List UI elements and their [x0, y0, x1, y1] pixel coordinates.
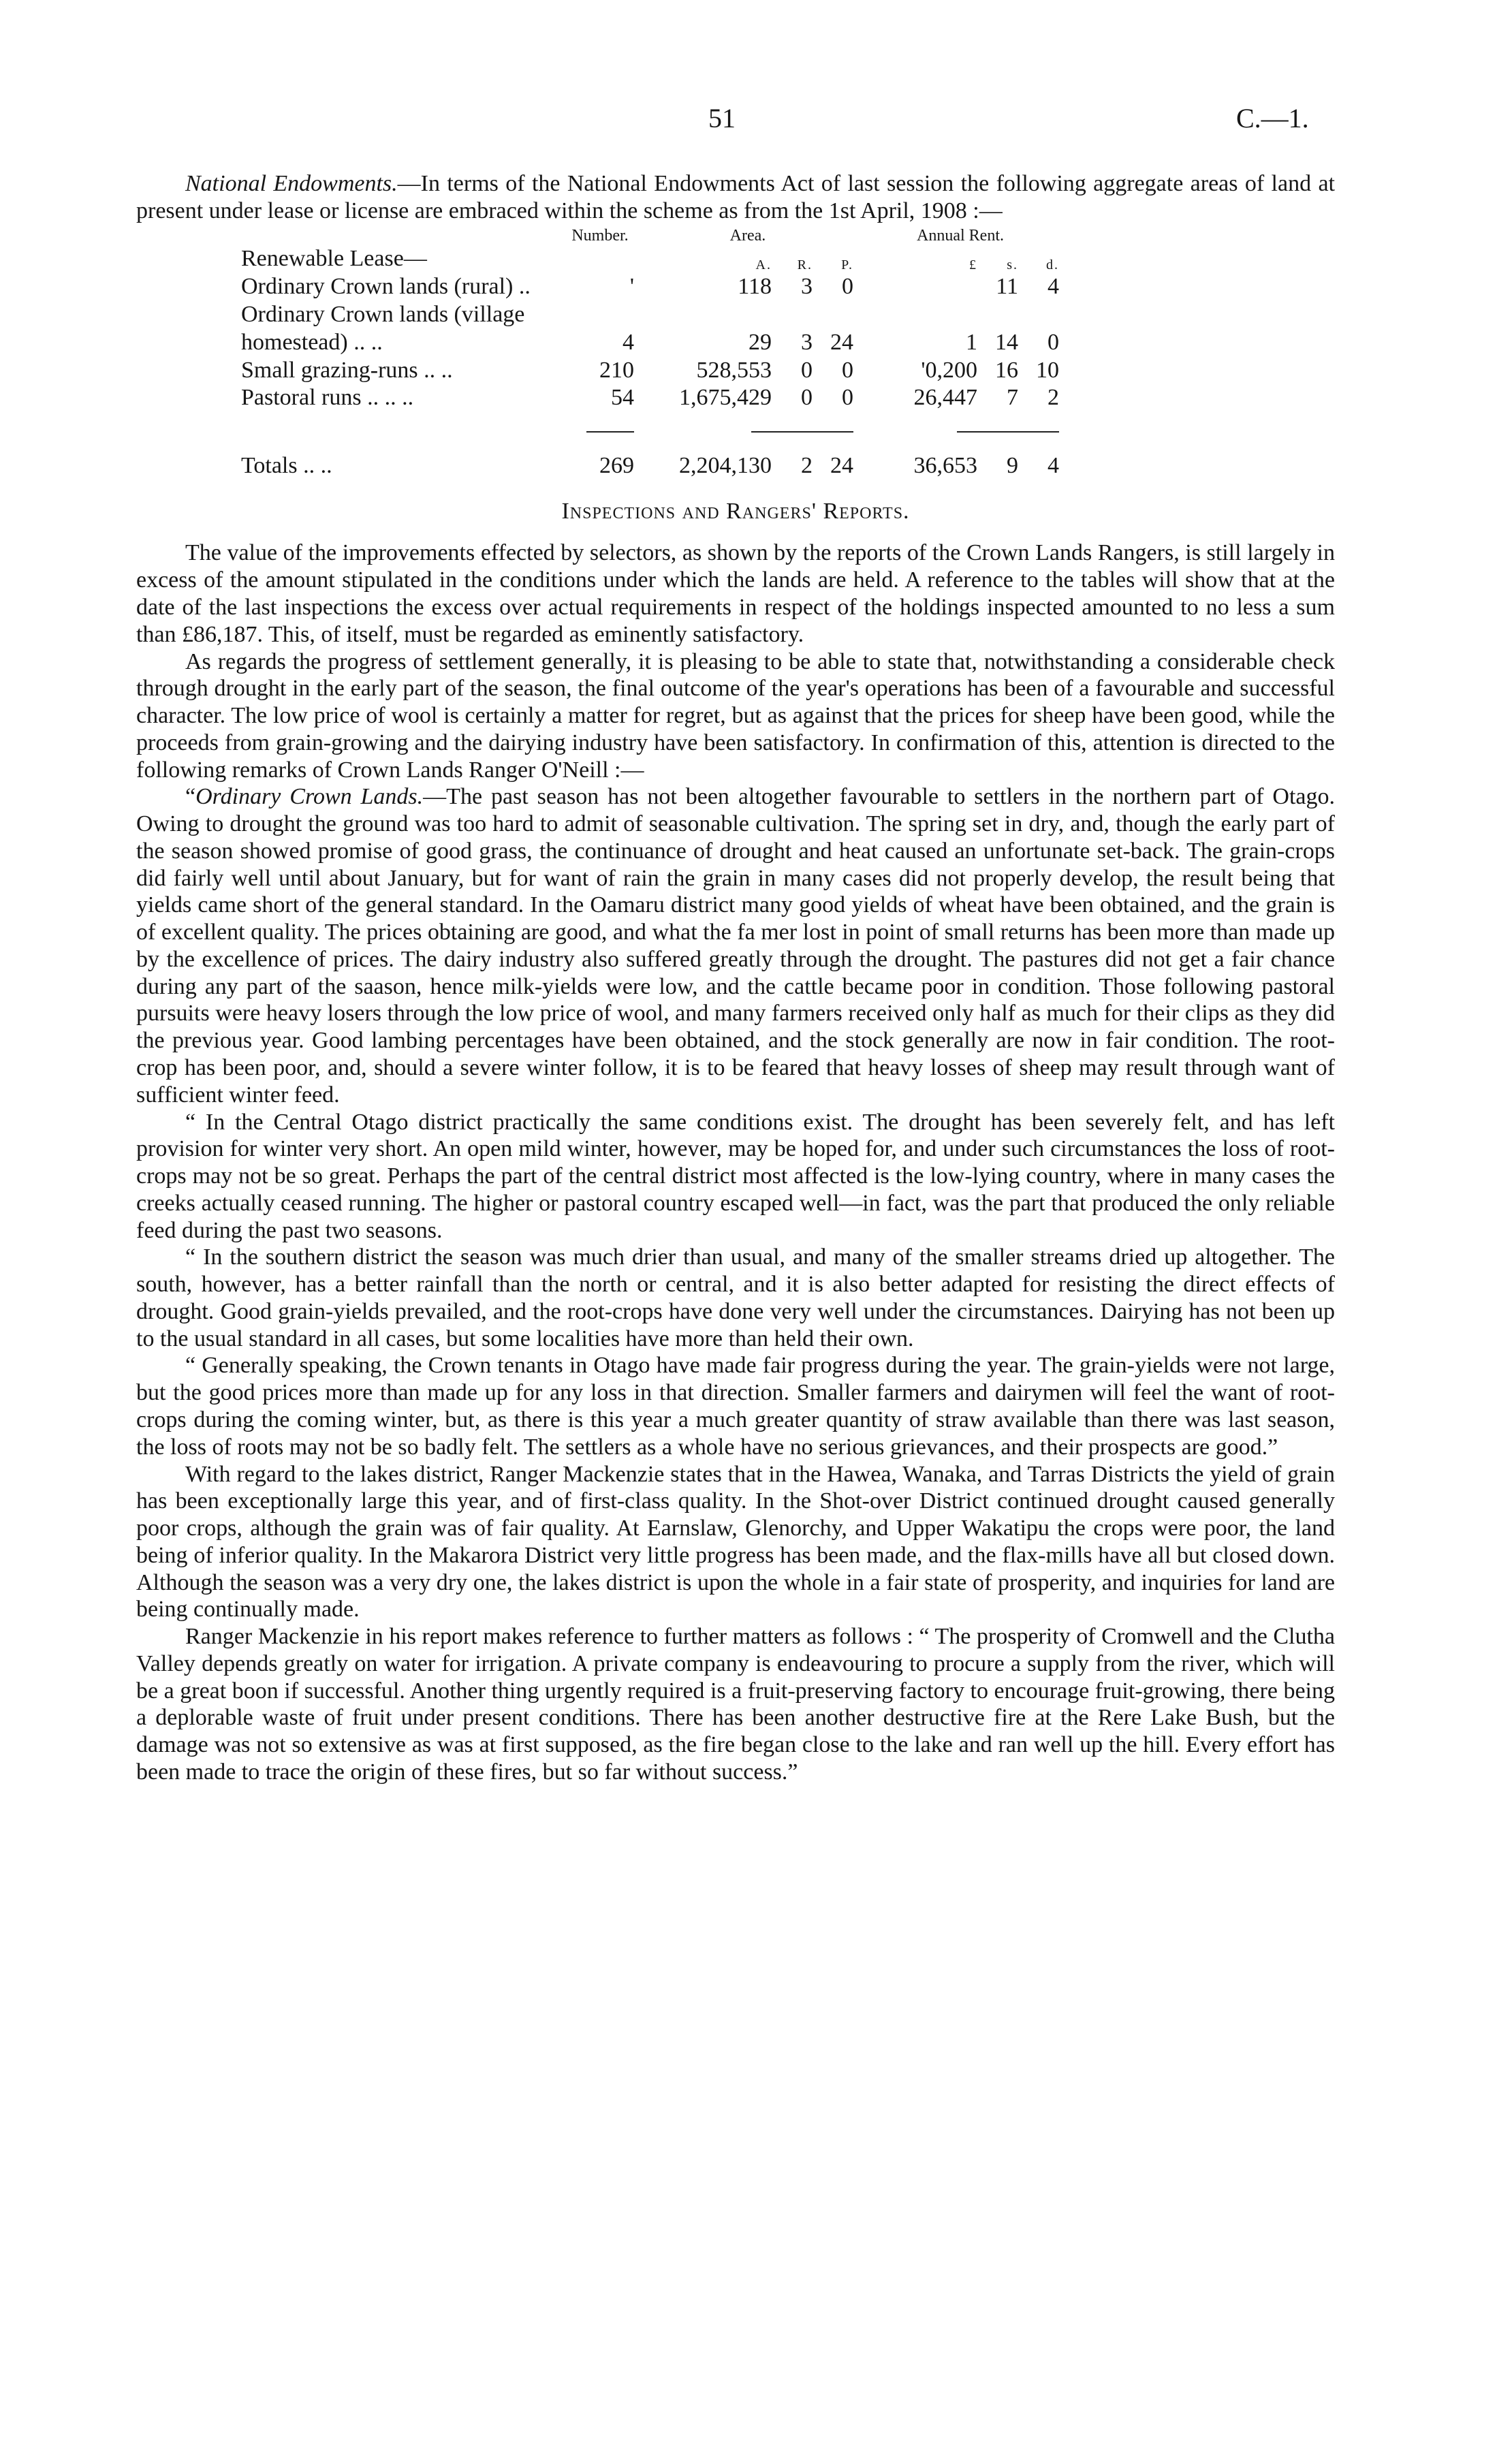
subheader-perches: P.: [841, 257, 853, 273]
row-acres: [638, 301, 776, 329]
totals-row: [237, 440, 1063, 480]
sum-rule: [751, 431, 853, 433]
row-number: 4: [623, 329, 634, 355]
row-perches: 24: [830, 329, 853, 355]
row-roods: 3: [801, 329, 813, 355]
row-pounds: 26,447: [913, 385, 977, 411]
body-paragraph: Ranger Mackenzie in his report makes reference to further matters as follows : “ The prosperity of Cromwell and the Clutha Valley depends greatly on water for irrigation. A private company is endeavouring to procure a supply from the river, which will be a great boon if successful. Another thing urgently required is a fruit-preserving factory to encourage fruit-growing, there being a deplorable waste of fruit under present conditions. There has been another destructive fire at the Rere Lake Bush, but the damage was not so extensive as was at first supposed, as the fire began close to the lake and ran well up the hill. Every effort has been made to trace the origin of these fires, but so far without success.”: [136, 1624, 1335, 1785]
row-perches: 0: [842, 385, 853, 411]
table-subheader-row: [237, 245, 1063, 273]
table-header-row: [237, 226, 1063, 246]
table-row: [237, 273, 1063, 301]
row-perches: 0: [842, 274, 853, 300]
quote-paragraph: [136, 783, 1335, 1108]
row-pence: 2: [1048, 385, 1059, 411]
document-body: [136, 170, 1335, 1786]
sum-rule: [957, 431, 1059, 433]
row-acres: 29: [749, 329, 772, 355]
subheader-shillings: s.: [1007, 257, 1018, 273]
quote-paragraph: “ In the Central Otago district practically the same conditions exist. The drought has been severely felt, and has left provision for winter very short. An open mild winter, however, may be hoped for, and under such circumstances the loss of root-crops may not be so great. Perhaps the part of the central district most affected is the low-lying country, where in many cases the creeks actually ceased running. The higher or pastoral country escaped well—in fact, was the part that produced the only reliable feed during the past two seasons.: [136, 1109, 1335, 1243]
quote-open-mark: “: [185, 784, 196, 810]
subheader-pence: d.: [1046, 257, 1059, 273]
subheader-acres: A.: [755, 257, 772, 273]
body-paragraph: The value of the improvements effected by selectors, as shown by the reports of the Crown Lands Rangers, is still largely in excess of the amount stipulated in the conditions under which the lands are held. A reference to the tables will show that at the date of the last inspections the excess over actual requirements in respect of the holdings inspected amounted to no less a sum than £86,187. This, of itself, must be regarded as eminently satisfactory.: [136, 540, 1335, 647]
intro-heading: National Endowments.: [185, 171, 398, 196]
totals-shillings: 9: [1007, 452, 1018, 478]
section-label: Renewable Lease—: [241, 246, 427, 272]
table-row: [237, 357, 1063, 385]
row-pence: 4: [1048, 274, 1059, 300]
header-number: Number.: [571, 226, 629, 245]
row-label: Ordinary Crown lands (rural) ..: [241, 274, 531, 300]
row-label: Small grazing-runs .. ..: [241, 357, 453, 383]
row-shillings: 16: [995, 357, 1018, 383]
quote-heading: Ordinary Crown Lands.: [195, 784, 424, 810]
subheader-pounds: £: [969, 257, 977, 273]
row-pounds: '0,200: [921, 357, 977, 383]
totals-pence: 4: [1048, 452, 1059, 478]
table-row: [237, 329, 1063, 357]
row-pounds: [857, 273, 981, 301]
table-rule-row: [237, 412, 1063, 440]
totals-acres: 2,204,130: [679, 452, 772, 478]
row-label: Ordinary Crown lands (village: [241, 301, 525, 327]
quote-text: —The past season has not been altogether favourable to settlers in the northern part of Otago. Owing to drought the ground was too hard to admit of seasonable cultivation. The spring set in dry, and, though the early part of the season showed promise of good grass, the continuance of drought and heat caused an unfortunate set-back. The grain-crops did fairly well until about January, but for want of rain the grain in many cases did not properly develop, the result being that yields came short of the general standard. In the Oamaru district many good yields of wheat have been obtained, and the grain is of excellent quality. The prices obtaining are good, and what the fa mer lost in point of small returns has been more than made up by the excellence of prices. The dairy industry also suffered greatly through the drought. The pastures did not get a fair chance during any part of the saason, hence milk-yields were low, and the cattle became poor in condition. Those following pastoral pursuits were heavy losers through the low price of wool, and many farmers received only half as much for their clips as they did the previous year. Good lambing percentages have been obtained, and the stock generally are now in fair condition. The root-crop has been poor, and, should a severe winter follow, it is to be feared that heavy losses of sheep may result through want of sufficient winter feed.: [136, 784, 1335, 1108]
row-pence: [1022, 301, 1063, 329]
quote-paragraph: “ In the southern district the season was much drier than usual, and many of the smaller streams dried up altogether. The south, however, has a better rainfall than the north or central, and it is also better adapted for resisting the direct effects of drought. Good grain-yields prevailed, and the root-crops have done very well under the circumstances. Dairying has not been up to the usual standard in all cases, but some localities have more than held their own.: [136, 1244, 1335, 1351]
row-number: [562, 301, 638, 329]
row-acres: 528,553: [696, 357, 772, 383]
row-roods: [776, 301, 817, 329]
row-acres: 1,675,429: [679, 385, 772, 411]
sum-rule: [586, 431, 634, 433]
table-row: [237, 384, 1063, 412]
row-number: 210: [599, 357, 634, 383]
row-shillings: [981, 301, 1022, 329]
totals-number: 269: [599, 452, 634, 478]
intro-paragraph: [136, 170, 1335, 225]
row-number: 54: [611, 385, 634, 411]
row-number: ': [629, 274, 634, 300]
row-shillings: 7: [1007, 385, 1018, 411]
section-heading: Inspections and Rangers' Reports.: [561, 498, 910, 524]
totals-label: Totals .. ..: [241, 452, 332, 478]
body-paragraph: As regards the progress of settlement generally, it is pleasing to be able to state that, notwithstanding a considerable check through drought in the early part of the season, the final outcome of the year's operations has been of a favourable and successful character. The low price of wool is certainly a matter for regret, but as against that the prices for sheep have been good, while the proceeds from grain-growing and the dairying industry have been satisfactory. In confirmation of this, attention is directed to the following remarks of Crown Lands Ranger O'Neill :—: [136, 648, 1335, 783]
header-rent: Annual Rent.: [917, 226, 1004, 245]
row-label: Pastoral runs .. .. ..: [241, 385, 414, 411]
intro-text: —In terms of the National Endowments Act of last session the following aggregate areas of land at present under lease or license are embraced within the scheme as from the 1st April, 1908 :—: [136, 171, 1335, 223]
row-shillings: 14: [995, 329, 1018, 355]
row-roods: 0: [801, 357, 813, 383]
totals-roods: 2: [801, 452, 813, 478]
table-row: [237, 301, 1063, 329]
row-pence: 10: [1036, 357, 1059, 383]
row-perches: 0: [842, 357, 853, 383]
row-label: homestead) .. ..: [241, 329, 383, 355]
row-roods: 3: [801, 274, 813, 300]
subheader-roods: R.: [797, 257, 813, 273]
row-pence: 0: [1048, 329, 1059, 355]
row-roods: 0: [801, 385, 813, 411]
row-pounds: [857, 301, 981, 329]
row-acres: 118: [738, 274, 772, 300]
header-area: Area.: [729, 226, 766, 245]
row-shillings: 11: [996, 274, 1018, 300]
row-pounds: 1: [966, 329, 977, 355]
page-number: 51: [708, 103, 736, 134]
row-perches: [817, 301, 857, 329]
totals-perches: 24: [830, 452, 853, 478]
body-paragraph: With regard to the lakes district, Ranger Mackenzie states that in the Hawea, Wanaka, and Tarras Districts the yield of grain has been exceptionally large this year, and of first-class quality. In the Shot-over District continued drought caused generally poor crops, although the grain was of fair quality. At Earnslaw, Glenorchy, and Upper Wakatipu the crops were poor, the land being of inferior quality. In the Makarora District very little progress has been made, and the flax-mills have all but closed down. Although the season was a very dry one, the lakes district is upon the whole in a fair state of prosperity, and inquiries for land are being continually made.: [136, 1461, 1335, 1622]
land-table: [237, 226, 1063, 480]
totals-pounds: 36,653: [913, 452, 977, 478]
quote-paragraph: “ Generally speaking, the Crown tenants in Otago have made fair progress during the year. The grain-yields were not large, but the good prices more than made up for any loss in that direction. Smaller farmers and dairymen will feel the want of root-crops during the coming winter, but, as there is this year a much greater quantity of straw available than there was last season, the loss of roots may not be so badly felt. The settlers as a whole have no serious grievances, and their prospects are good.”: [136, 1353, 1335, 1460]
document-reference: C.—1.: [1236, 103, 1309, 134]
